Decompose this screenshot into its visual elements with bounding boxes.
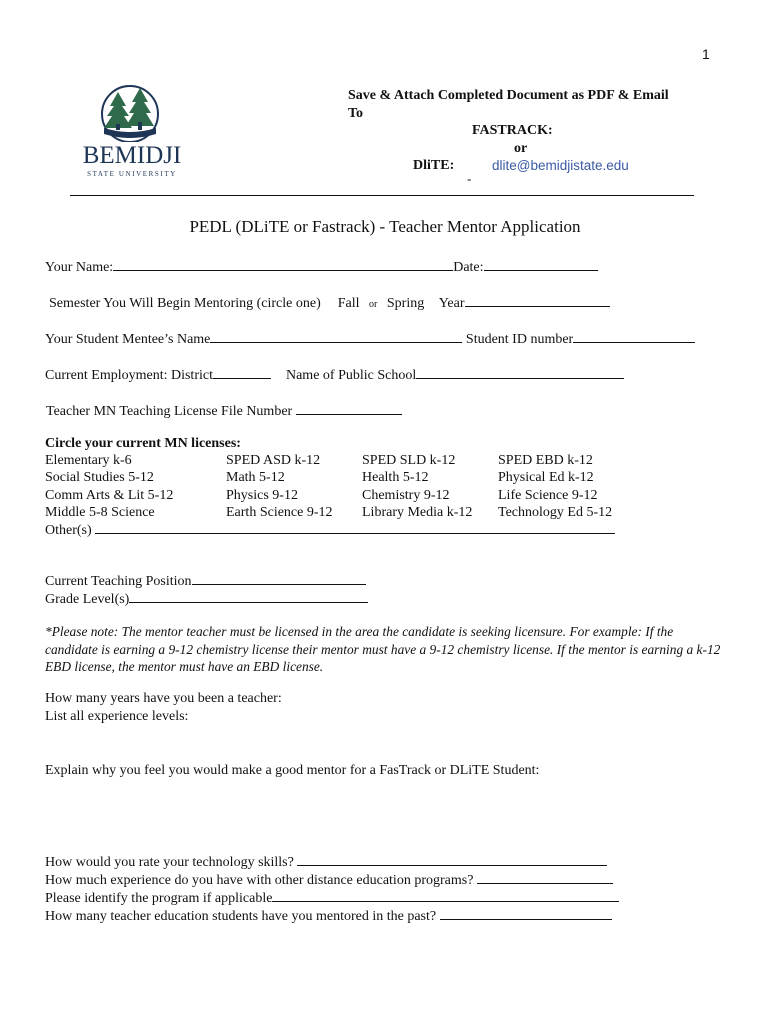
header-instruction: Save & Attach Completed Document as PDF & Email — [348, 88, 669, 103]
logo-subtitle: STATE UNIVERSITY — [87, 170, 177, 178]
license-item[interactable]: Middle 5-8 Science — [45, 504, 155, 520]
years-teacher-question: How many years have you been a teacher: — [45, 691, 282, 706]
program-question: Please identify the program if applicable — [45, 891, 273, 906]
logo-name: BEMIDJI — [82, 142, 182, 169]
license-item[interactable]: Technology Ed 5-12 — [498, 504, 613, 520]
grade-level-row — [45, 590, 368, 608]
tech-skills-field[interactable] — [297, 853, 607, 866]
header-dash: - — [467, 171, 472, 186]
license-item[interactable]: Comm Arts & Lit 5-12 — [45, 487, 174, 503]
dlite-email-link[interactable]: dlite@bemidjistate.edu — [492, 158, 629, 173]
mentored-field[interactable] — [440, 907, 612, 920]
license-column-1 — [45, 452, 173, 521]
license-file-label: Teacher MN Teaching License File Number — [46, 404, 293, 419]
license-item[interactable]: Physics 9-12 — [226, 487, 298, 503]
distance-ed-field[interactable] — [477, 871, 613, 884]
license-item[interactable]: Earth Science 9-12 — [226, 504, 333, 520]
district-field[interactable] — [213, 366, 271, 379]
license-item[interactable]: SPED SLD k-12 — [362, 453, 456, 468]
tech-skills-row — [45, 853, 607, 871]
name-date-row — [45, 258, 598, 276]
others-field[interactable] — [95, 521, 615, 534]
header-or: or — [514, 141, 528, 156]
license-item[interactable]: Physical Ed k-12 — [498, 470, 594, 486]
year-field[interactable] — [465, 294, 610, 307]
teaching-position-row — [45, 572, 366, 590]
form-title: PEDL (DLiTE or Fastrack) - Teacher Mentor Application — [189, 217, 581, 236]
employment-row — [45, 366, 624, 384]
mentee-name-label: Your Student Mentee’s Name — [45, 332, 211, 347]
school-label: Name of Public School — [285, 368, 417, 383]
year-label: Year — [438, 296, 465, 311]
page-number: 1 — [702, 46, 710, 62]
teaching-position-label: Current Teaching Position — [45, 574, 192, 589]
your-name-field[interactable] — [113, 258, 453, 271]
explain-mentor-question: Explain why you feel you would make a good mentor for a FasTrack or DLiTE Student: — [45, 763, 540, 778]
program-row — [45, 889, 619, 907]
teaching-position-field[interactable] — [192, 572, 366, 585]
license-item[interactable]: Library Media k-12 — [362, 504, 473, 520]
mentee-row — [45, 330, 695, 348]
header-dlite-label: DliTE: — [413, 158, 455, 173]
license-file-field[interactable] — [296, 402, 402, 415]
license-item[interactable]: Social Studies 5-12 — [45, 470, 154, 486]
mentee-name-field[interactable] — [210, 330, 462, 343]
license-column-4 — [498, 452, 612, 521]
license-item[interactable]: Life Science 9-12 — [498, 487, 598, 503]
semester-row — [49, 294, 610, 312]
license-file-row — [46, 402, 402, 420]
date-field[interactable] — [484, 258, 598, 271]
header-divider — [70, 195, 694, 196]
license-item[interactable]: Chemistry 9-12 — [362, 487, 450, 503]
header-instruction-to: To — [348, 106, 364, 121]
license-column-3 — [362, 452, 472, 521]
mentored-row — [45, 907, 612, 925]
license-item[interactable]: SPED ASD k-12 — [226, 453, 321, 468]
grade-level-label: Grade Level(s) — [45, 592, 130, 607]
program-field[interactable] — [272, 889, 619, 902]
or-text: or — [369, 299, 378, 310]
license-column-2 — [226, 452, 333, 521]
pine-trees-icon — [82, 84, 182, 142]
spring-option[interactable]: Spring — [386, 296, 425, 311]
mentor-note: *Please note: The mentor teacher must be licensed in the area the candidate is seeking licensure. For example: If the candidate is earning a 9-12 chemistry license their mentor must have a 9-12 chemistry license. If the mentor is earning a k-12 EBD license, the mentor must have an EBD license. — [45, 624, 721, 674]
license-item[interactable]: SPED EBD k-12 — [498, 453, 593, 468]
licenses-heading: Circle your current MN licenses: — [45, 436, 241, 451]
fall-option[interactable]: Fall — [337, 296, 360, 311]
date-label: Date: — [453, 260, 484, 275]
grade-level-field[interactable] — [129, 590, 368, 603]
license-item[interactable]: Math 5-12 — [226, 470, 285, 486]
others-label: Other(s) — [45, 523, 92, 538]
distance-ed-question: How much experience do you have with other distance education programs? — [45, 873, 474, 888]
student-id-field[interactable] — [573, 330, 695, 343]
student-id-label: Student ID number — [465, 332, 574, 347]
school-field[interactable] — [416, 366, 624, 379]
distance-ed-row — [45, 871, 613, 889]
license-item[interactable]: Health 5-12 — [362, 470, 429, 486]
your-name-label: Your Name: — [45, 260, 114, 275]
district-label: Current Employment: District — [45, 368, 213, 383]
bemidji-logo — [82, 84, 182, 180]
tech-skills-question: How would you rate your technology skills? — [45, 855, 294, 870]
header-fastrack: FASTRACK: — [472, 123, 553, 138]
license-item[interactable]: Elementary k-6 — [45, 453, 132, 468]
semester-label: Semester You Will Begin Mentoring (circle one) — [49, 296, 321, 311]
others-row — [45, 521, 615, 539]
mentored-question: How many teacher education students have you mentored in the past? — [45, 909, 437, 924]
experience-levels-question: List all experience levels: — [45, 709, 189, 724]
